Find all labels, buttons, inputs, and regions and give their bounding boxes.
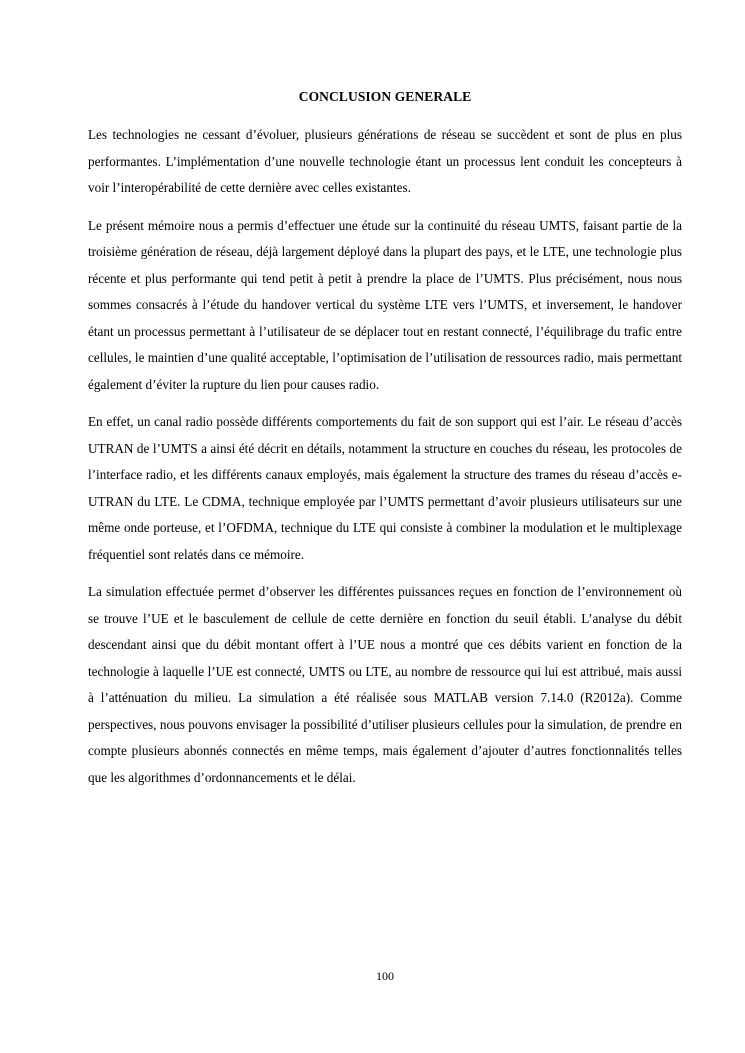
body-text — [88, 122, 682, 802]
page-number: 100 — [376, 969, 394, 983]
paragraph: Le présent mémoire nous a permis d’effectuer une étude sur la continuité du réseau UMTS, faisant partie de la troisième génération de réseau, déjà largement déployé dans la plupart des pays, et le LTE, une technologie plus récente et plus performante qui tend petit à petit à prendre la place de l’UMTS. Plus précisément, nous nous sommes consacrés à l’étude du handover vertical du système LTE vers l’UMTS, et inversement, le handover étant un processus permettant à l’utilisateur de se déplacer tout en restant connecté, l’équilibrage du trafic entre cellules, le maintien d’une qualité acceptable, l’optimisation de l’utilisation de ressources radio, mais permettant également d’éviter la rupture du lien pour causes radio. — [88, 217, 682, 392]
paragraph: La simulation effectuée permet d’observer les différentes puissances reçues en fonction de l’environnement où se trouve l’UE et le basculement de cellule de cette dernière en fonction du seuil établi. L’analyse du débit descendant ainsi que du débit montant offert à l’UE nous a montré que ces débits varient en fonction de la technologie à laquelle l’UE est connecté, UMTS ou LTE, au nombre de ressource qui lui est attribué, mais aussi à l’atténuation du milieu. La simulation a été réalisée sous MATLAB version 7.14.0 (R2012a). Comme perspectives, nous pouvons envisager la possibilité d’utiliser plusieurs cellules pour la simulation, de prendre en compte plusieurs abonnés connectés en même temps, mais également d’ajouter d’autres fonctionnalités telles que les algorithmes d’ordonnancements et le délai. — [88, 584, 682, 785]
paragraph: Les technologies ne cessant d’évoluer, plusieurs générations de réseau se succèdent et sont de plus en plus performantes. L’implémentation d’une nouvelle technologie étant un processus lent conduit les concepteurs à voir l’interopérabilité de cette dernière avec celles existantes. — [88, 127, 682, 195]
paragraph: En effet, un canal radio possède différents comportements du fait de son support qui est l’air. Le réseau d’accès UTRAN de l’UMTS a ainsi été décrit en détails, notamment la structure en couches du réseau, les protocoles de l’interface radio, et les différents canaux employés, mais également la structure des trames du réseau d’accès e-UTRAN du LTE. Le CDMA, technique employée par l’UMTS permettant d’avoir plusieurs utilisateurs sur une même onde porteuse, et l’OFDMA, technique du LTE qui consiste à combiner la modulation et le multiplexage fréquentiel sont relatés dans ce mémoire. — [88, 414, 682, 562]
page-title: CONCLUSION GENERALE — [298, 89, 472, 104]
